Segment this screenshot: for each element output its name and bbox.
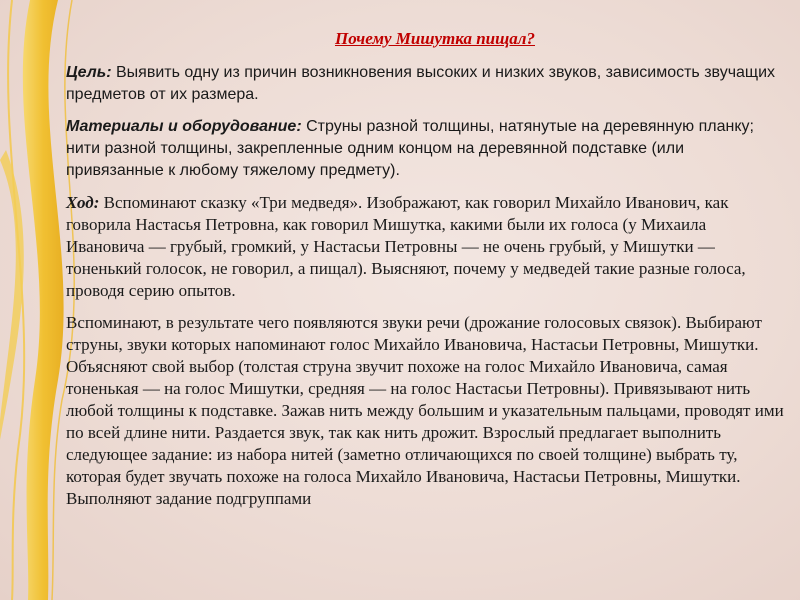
procedure-text: Вспоминают сказку «Три медведя». Изображают, как говорил Михайло Иванович, как говорила Настасья Петровна, как говорил Мишутка, какими были их голоса (у Михаила Ивановича — грубый, громкий, у Настасьи Петровны — не очень грубый, у Мишутки — тоненький голосок, не говорил, а пищал). Выясняют, почему у медведей такие разные голоса, проводя серию опытов. bbox=[66, 193, 746, 300]
goal-label: Цель: bbox=[66, 64, 112, 81]
slide-title: Почему Мишутка пищал? bbox=[334, 29, 535, 48]
materials-paragraph bbox=[66, 116, 784, 182]
materials-text: Струны разной толщины, натянутые на деревянную планку; нити разной толщины, закрепленные одним концом на деревянной подставке (или привязанные к любому тяжелому предмету). bbox=[66, 118, 754, 179]
experiment-paragraph: Вспоминают, в результате чего появляются звуки речи (дрожание голосовых связок). Выбирают струны, звуки которых напоминают голос Михайло Ивановича, Настасьи Петровны, Мишутки. Объясняют свой выбор (толстая струна звучит похоже на голос Михайло Ивановича, самая тоненькая — на голос Мишутки, средняя — на голос Настасьи Петровны). Привязывают нить любой толщины к подставке. Зажав нить между большим и указательным пальцами, проводят ими по всей длине нити. Раздается звук, так как нить дрожит. Взрослый предлагает выполнить следующее задание: из набора нитей (заметно отличающихся по своей толщине) выбрать ту, которая будет звучать похоже на голоса Михайло Ивановича, Настасьи Петровны, Мишутки. Выполняют задание подгруппами bbox=[66, 313, 784, 508]
materials-label: Материалы и оборудование: bbox=[66, 118, 302, 135]
slide-content bbox=[66, 28, 784, 520]
procedure-paragraph bbox=[66, 192, 784, 302]
procedure-label: Ход: bbox=[66, 193, 100, 212]
goal-text: Выявить одну из причин возникновения высоких и низких звуков, зависимость звучащих предметов от их размера. bbox=[66, 64, 776, 103]
goal-paragraph bbox=[66, 62, 784, 106]
